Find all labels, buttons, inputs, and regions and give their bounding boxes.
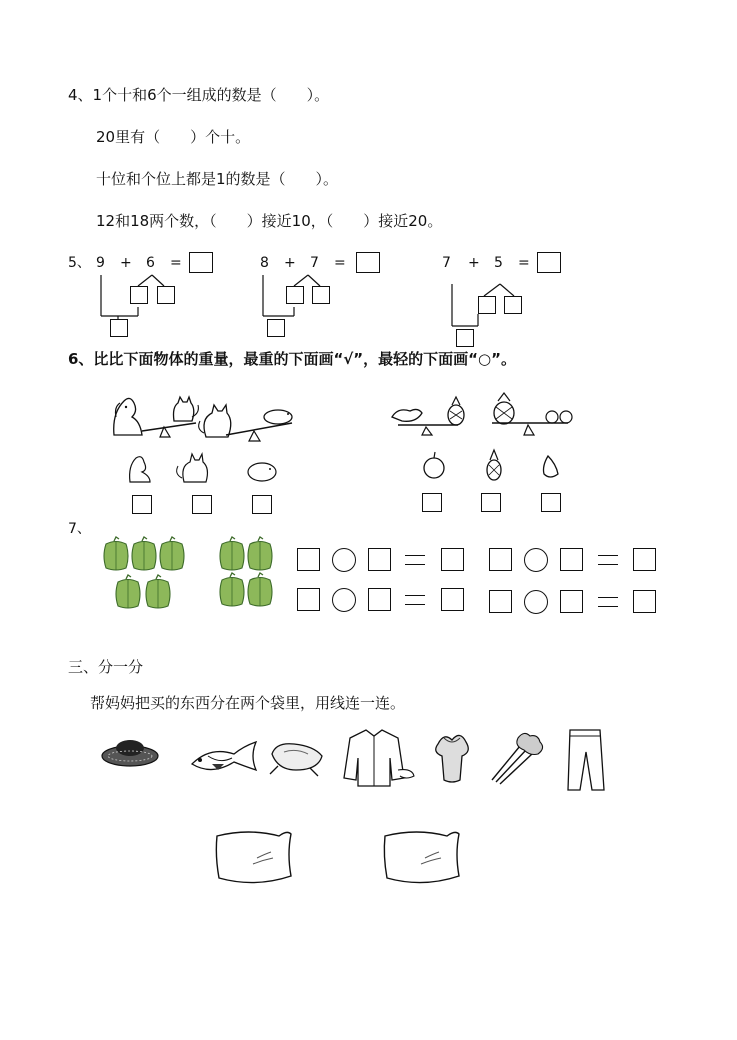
q5-item2-split-box-left[interactable] <box>286 286 304 304</box>
q4-line1: 4、1个十和6个一组成的数是（ ）。 <box>68 86 330 104</box>
q5-item1-sum-box[interactable] <box>110 319 128 337</box>
q5-item1-a: 9 <box>96 255 105 271</box>
q6-answer-box-pear[interactable] <box>541 493 561 512</box>
q5-item3-sum-box[interactable] <box>456 329 474 347</box>
cat-icon <box>177 454 208 482</box>
q7-box[interactable] <box>560 590 583 613</box>
q5-item2-sum-box[interactable] <box>267 319 285 337</box>
bags <box>215 828 475 898</box>
q4-line3: 十位和个位上都是1的数是（ ）。 <box>96 170 339 188</box>
q5-item2-a: 8 <box>260 255 269 271</box>
section3-title: 三、分一分 <box>68 658 144 676</box>
pants-icon <box>568 730 604 790</box>
q7-box[interactable] <box>560 548 583 571</box>
dog-icon <box>114 398 142 435</box>
q7-operator-circle[interactable] <box>332 548 356 572</box>
q5-item1-b: 6 <box>146 255 155 271</box>
seesaw-group-fruits <box>388 393 588 445</box>
q7-equals-sign <box>405 555 425 565</box>
q7-answer-box[interactable] <box>441 548 464 571</box>
q7-operator-circle[interactable] <box>332 588 356 612</box>
q5-item3-answer-box[interactable] <box>537 252 561 273</box>
q5-item3-eq: = <box>518 255 530 271</box>
q5-item2-b: 7 <box>310 255 319 271</box>
pineapple-icon <box>494 393 514 424</box>
pineapple-icon <box>487 450 501 480</box>
pear-icon <box>544 456 559 477</box>
dog-icon <box>130 457 150 482</box>
bag-icon <box>384 832 459 883</box>
fish-icon <box>192 742 256 770</box>
q7-box[interactable] <box>489 548 512 571</box>
q7-box[interactable] <box>489 590 512 613</box>
q7-answer-box[interactable] <box>441 588 464 611</box>
q5-label: 5、 <box>68 255 91 271</box>
hat-icon <box>102 740 158 766</box>
q6-answer-box-hamster[interactable] <box>252 495 272 514</box>
hamster-icon <box>264 410 292 424</box>
q5-item1-split-box-right[interactable] <box>157 286 175 304</box>
q7-label: 7、 <box>68 521 91 537</box>
q6-instruction: 6、比比下面物体的重量，最重的下面画“√”，最轻的下面画“○”。 <box>68 350 516 368</box>
q5-item2-op: + <box>284 255 296 271</box>
q7-answer-box[interactable] <box>633 548 656 571</box>
celery-icon <box>492 733 543 784</box>
q5-item3-split-box-right[interactable] <box>504 296 522 314</box>
apple-icon <box>546 411 572 423</box>
q7-box[interactable] <box>368 548 391 571</box>
q5-item1-split-box-left[interactable] <box>130 286 148 304</box>
cabbage-icon <box>436 735 469 782</box>
q7-operator-circle[interactable] <box>524 590 548 614</box>
bag-icon <box>216 832 291 883</box>
chicken-icon <box>270 744 322 776</box>
bird-icon <box>392 409 422 421</box>
q7-box[interactable] <box>297 588 320 611</box>
hamster-icon <box>248 463 276 481</box>
q5-item3-split-box-left[interactable] <box>478 296 496 314</box>
q5-item1-eq: = <box>170 255 182 271</box>
q5-item1-answer-box[interactable] <box>189 252 213 273</box>
jacket-icon <box>344 730 414 786</box>
seesaw-group-animals <box>108 393 308 445</box>
q6-fruits-row <box>420 448 570 484</box>
q7-box[interactable] <box>368 588 391 611</box>
q7-equals-sign <box>598 597 618 607</box>
q6-answer-box-dog[interactable] <box>132 495 152 514</box>
q5-item2-eq: = <box>334 255 346 271</box>
q5-item2-answer-box[interactable] <box>356 252 380 273</box>
q7-operator-circle[interactable] <box>524 548 548 572</box>
q7-answer-box[interactable] <box>633 590 656 613</box>
section3-instruction: 帮妈妈把买的东西分在两个袋里，用线连一连。 <box>90 694 406 712</box>
apple-icon <box>424 452 444 478</box>
q5-item3-op: + <box>468 255 480 271</box>
q5-item1-split-lines <box>90 270 190 340</box>
q4-line2: 20里有（ ）个十。 <box>96 128 251 146</box>
q6-answer-box-cat[interactable] <box>192 495 212 514</box>
pineapple-icon <box>448 397 464 425</box>
q6-answer-box-pineapple[interactable] <box>481 493 501 512</box>
cat-icon <box>199 405 231 437</box>
q5-item2-split-box-right[interactable] <box>312 286 330 304</box>
q6-answer-box-apple[interactable] <box>422 493 442 512</box>
q4-line4: 12和18两个数，（ ）接近10，（ ）接近20。 <box>96 212 443 230</box>
q5-item3-a: 7 <box>442 255 451 271</box>
q7-peppers <box>100 536 290 612</box>
q7-equals-sign <box>598 555 618 565</box>
q5-item3-b: 5 <box>494 255 503 271</box>
q5-item1-op: + <box>120 255 132 271</box>
q7-equals-sign <box>405 595 425 605</box>
q7-box[interactable] <box>297 548 320 571</box>
shopping-items <box>100 724 620 794</box>
q6-animals-row <box>124 450 284 486</box>
cat-icon <box>174 397 199 421</box>
